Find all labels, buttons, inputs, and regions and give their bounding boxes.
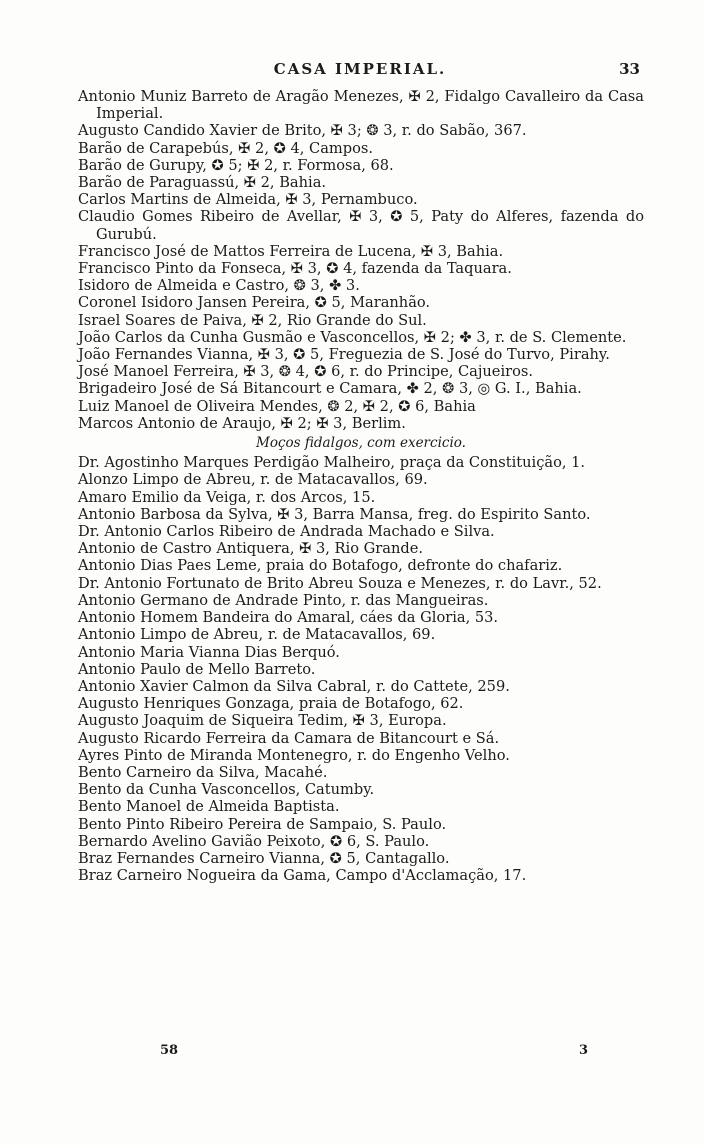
page-number: 33 [619, 60, 640, 78]
list-item: Barão de Paraguassú, ✠ 2, Bahia. [78, 174, 327, 192]
list-item: Antonio Limpo de Abreu, r. de Matacavallos, 69. [78, 626, 436, 644]
list-item: Carlos Martins de Almeida, ✠ 3, Pernambuco. [78, 191, 418, 209]
list-item: Francisco Pinto da Fonseca, ✠ 3, ✪ 4, fazenda da Taquara. [78, 260, 512, 278]
list-item: Francisco José de Mattos Ferreira de Lucena, ✠ 3, Bahia. [78, 242, 504, 260]
list-item: Israel Soares de Paiva, ✠ 2, Rio Grande do Sul. [78, 311, 427, 329]
list-item: Dr. Antonio Fortunato de Brito Abreu Souza e Menezes, r. do Lavr., 52. [78, 574, 602, 592]
list-item: Augusto Ricardo Ferreira da Camara de Bitancourt e Sá. [78, 729, 500, 747]
gathering-number: 3 [578, 1043, 588, 1058]
list-item: Antonio Paulo de Mello Barreto. [78, 660, 316, 678]
list-item: Isidoro de Almeida e Castro, ❂ 3, ✤ 3. [78, 277, 360, 295]
entry-list-bottom [78, 454, 644, 884]
list-item: Barão de Gurupy, ✪ 5; ✠ 2, r. Formosa, 68. [78, 156, 394, 174]
list-item: Brigadeiro José de Sá Bitancourt e Camara, ✤ 2, ❂ 3, ◎ G. I., Bahia. [78, 380, 582, 398]
list-item: Marcos Antonio de Araujo, ✠ 2; ✠ 3, Berlim. [78, 414, 406, 432]
list-item: Bento da Cunha Vasconcellos, Catumby. [78, 781, 375, 799]
list-item: Augusto Candido Xavier de Brito, ✠ 3; ❂ 3, r. do Sabão, 367. [78, 122, 527, 140]
signature-mark: 58 [160, 1043, 179, 1058]
list-item: Augusto Henriques Gonzaga, praia de Botafogo, 62. [78, 695, 464, 713]
list-item: Barão de Carapebús, ✠ 2, ✪ 4, Campos. [78, 139, 373, 157]
list-item: Luiz Manoel de Oliveira Mendes, ❂ 2, ✠ 2, ✪ 6, Bahia [78, 397, 476, 415]
list-item: Antonio Xavier Calmon da Silva Cabral, r. do Cattete, 259. [78, 677, 510, 695]
list-item: Antonio Barbosa da Sylva, ✠ 3, Barra Mansa, freg. do Espirito Santo. [78, 505, 591, 523]
body-text [78, 88, 644, 884]
list-item: Alonzo Limpo de Abreu, r. de Matacavallos, 69. [78, 471, 428, 489]
list-item: Antonio Dias Paes Leme, praia do Botafogo, defronte do chafariz. [78, 557, 563, 575]
list-item: Dr. Antonio Carlos Ribeiro de Andrada Machado e Silva. [78, 523, 495, 541]
list-item: Bento Carneiro da Silva, Macahé. [78, 763, 328, 781]
list-item: Antonio de Castro Antiquera, ✠ 3, Rio Grande. [78, 540, 423, 558]
entry-list-top [78, 88, 644, 432]
list-item: Dr. Agostinho Marques Perdigão Malheiro, praça da Constituição, 1. [78, 454, 586, 472]
list-item: Antonio Germano de Andrade Pinto, r. das Mangueiras. [78, 591, 489, 609]
list-item: Amaro Emilio da Veiga, r. dos Arcos, 15. [78, 488, 376, 506]
list-item: Ayres Pinto de Miranda Montenegro, r. do Engenho Velho. [78, 746, 510, 764]
list-item: Antonio Homem Bandeira do Amaral, cáes da Gloria, 53. [78, 609, 499, 627]
list-item: Bernardo Avelino Gavião Peixoto, ✪ 6, S. Paulo. [78, 832, 430, 850]
list-item: Augusto Joaquim de Siqueira Tedim, ✠ 3, Europa. [78, 712, 447, 730]
list-item: João Carlos da Cunha Gusmão e Vasconcellos, ✠ 2; ✤ 3, r. de S. Clemente. [78, 328, 627, 346]
list-item: José Manoel Ferreira, ✠ 3, ❂ 4, ✪ 6, r. do Principe, Cajueiros. [78, 363, 533, 381]
list-item: Bento Manoel de Almeida Baptista. [78, 798, 340, 816]
list-item: João Fernandes Vianna, ✠ 3, ✪ 5, Freguezia de S. José do Turvo, Pirahy. [78, 346, 610, 364]
running-title: CASA IMPERIAL. [273, 60, 447, 78]
section-heading: Moços fidalgos, com exercicio. [256, 435, 466, 452]
page-footer [160, 1043, 588, 1063]
list-item: Antonio Maria Vianna Dias Berquó. [78, 643, 340, 661]
list-item: Bento Pinto Ribeiro Pereira de Sampaio, S. Paulo. [78, 815, 447, 833]
page-header [80, 60, 640, 84]
list-item: Braz Carneiro Nogueira da Gama, Campo d'Acclamação, 17. [78, 867, 527, 885]
list-item: Antonio Muniz Barreto de Aragão Menezes, ✠ 2, Fidalgo Cavalleiro da Casa Imperial. [78, 88, 644, 123]
list-item: Braz Fernandes Carneiro Vianna, ✪ 5, Cantagallo. [78, 849, 450, 867]
list-item: Coronel Isidoro Jansen Pereira, ✪ 5, Maranhão. [78, 294, 431, 312]
list-item: Claudio Gomes Ribeiro de Avellar, ✠ 3, ✪ 5, Paty do Alferes, fazenda do Gurubú. [78, 208, 644, 243]
